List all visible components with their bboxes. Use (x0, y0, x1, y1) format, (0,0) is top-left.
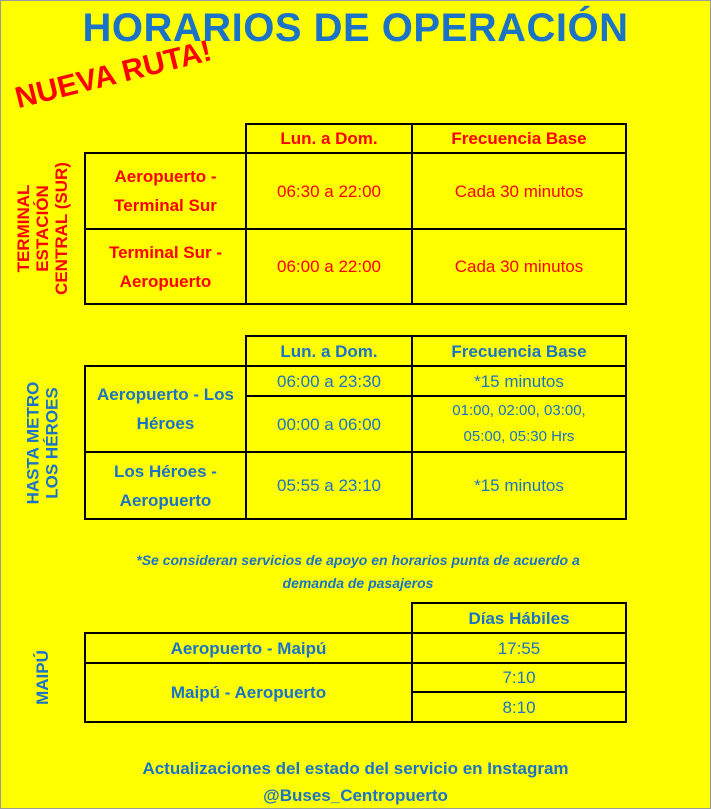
section2-hours-1b: 00:00 a 06:00 (245, 395, 413, 453)
section1-hours-2: 06:00 a 22:00 (245, 228, 413, 305)
section2-freq-1b: 01:00, 02:00, 03:00, 05:00, 05:30 Hrs (411, 395, 627, 453)
instagram-handle[interactable]: @Buses_Centropuerto (263, 786, 448, 805)
section3-header: Días Hábiles (411, 602, 627, 634)
section3-label: MAIPÚ (32, 650, 52, 705)
section3-time-2a: 7:10 (411, 662, 627, 693)
section1-freq-2: Cada 30 minutos (411, 228, 627, 305)
section2-route-2: Los Héroes - Aeropuerto (84, 451, 247, 520)
section1-header-days: Lun. a Dom. (245, 123, 413, 154)
section1-freq-1: Cada 30 minutos (411, 152, 627, 230)
page-title: HORARIOS DE OPERACIÓN (82, 6, 629, 50)
section2-header-days: Lun. a Dom. (245, 335, 413, 367)
section2-freq-1a: *15 minutos (411, 365, 627, 397)
footer (0, 755, 711, 809)
section2-hours-1a: 06:00 a 23:30 (245, 365, 413, 397)
new-route-badge: NUEVA RUTA! (11, 34, 215, 116)
section2-header-freq: Frecuencia Base (411, 335, 627, 367)
section1-route-2: Terminal Sur - Aeropuerto (84, 228, 247, 305)
section3-route-2: Maipú - Aeropuerto (84, 662, 413, 723)
section2-hours-2: 05:55 a 23:10 (245, 451, 413, 520)
footer-text: Actualizaciones del estado del servicio en Instagram (142, 759, 569, 778)
section2-route-1: Aeropuerto - Los Héroes (84, 365, 247, 453)
section3-time-2b: 8:10 (411, 691, 627, 723)
section1-header-freq: Frecuencia Base (411, 123, 627, 154)
section2-label: HASTA METRO LOS HÉROES (23, 381, 61, 505)
section1-hours-1: 06:30 a 22:00 (245, 152, 413, 230)
section2-freq-2: *15 minutos (411, 451, 627, 520)
section1-route-1: Aeropuerto - Terminal Sur (84, 152, 247, 230)
section3-time-1: 17:55 (411, 632, 627, 664)
section3-route-1: Aeropuerto - Maipú (84, 632, 413, 664)
section1-label: TERMINAL ESTACIÓN CENTRAL (SUR) (13, 161, 71, 295)
support-note: *Se consideran servicios de apoyo en horarios punta de acuerdo a demanda de pasajeros (136, 552, 580, 591)
